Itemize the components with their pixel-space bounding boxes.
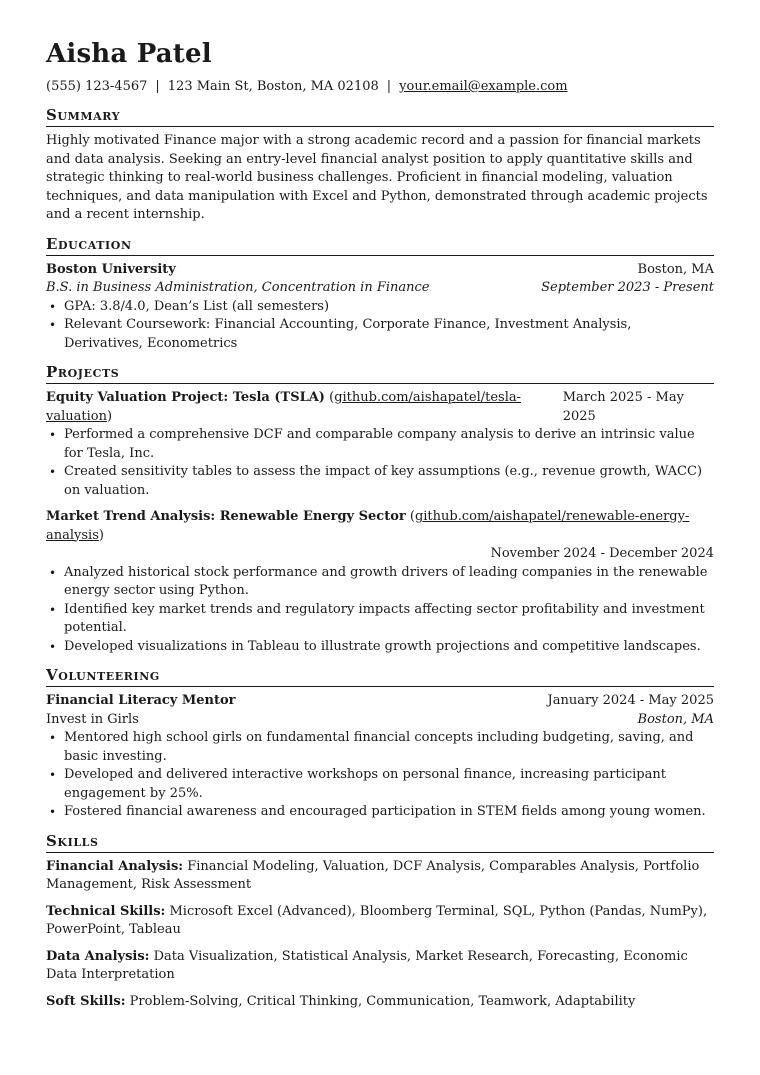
skill-line: [46, 948, 714, 985]
project-bullets: [46, 564, 714, 657]
skill-line: [46, 858, 714, 895]
volunteer-role: Financial Literacy Mentor: [46, 693, 236, 708]
project-entry: [46, 508, 714, 656]
project-link[interactable]: github.com/aishapatel/tesla-valuation: [46, 390, 522, 424]
volunteer-org: Invest in Girls: [46, 711, 139, 727]
project-name: Equity Valuation Project: Tesla (TSLA): [46, 390, 325, 405]
list-item: • Mentored high school girls on fundamental financial concepts including budgeting, saving, and basic investing.: [46, 729, 714, 766]
contact-separator: |: [386, 79, 392, 94]
project-dates: November 2024 - December 2024: [490, 546, 714, 561]
skill-text: Financial Modeling, Valuation, DCF Analysis, Comparables Analysis, Portfolio Management, Risk Assessment: [46, 858, 700, 892]
skill-label: Data Analysis:: [46, 948, 150, 964]
list-item: • Fostered financial awareness and encouraged participation in STEM fields among young women.: [46, 803, 714, 822]
address: 123 Main St, Boston, MA 02108: [167, 79, 379, 94]
project-header: Equity Valuation Project: Tesla (TSLA) (github.com/aishapatel/tesla-valuation) March 2025 - May 2025: [46, 389, 714, 426]
contact-separator: |: [155, 79, 160, 94]
list-item: • Developed visualizations in Tableau to illustrate growth projections and competitive landscapes.: [46, 638, 714, 657]
section-title-volunteering: Volunteering: [46, 666, 714, 687]
skill-text: Microsoft Excel (Advanced), Bloomberg Terminal, SQL, Python (Pandas, NumPy), PowerPoint, Tableau: [46, 903, 708, 937]
section-title-projects: Projects: [46, 363, 714, 384]
section-title-skills: Skills: [46, 832, 714, 853]
project-header: Market Trend Analysis: Renewable Energy Sector (github.com/aishapatel/renewable-energy-analysis): [46, 509, 690, 543]
project-dates-row: [46, 545, 714, 564]
skill-text: Data Visualization, Statistical Analysis, Market Research, Forecasting, Economic Data Interpretation: [46, 948, 688, 982]
volunteer-dates: January 2024 - May 2025: [547, 693, 714, 708]
section-title-education: Education: [46, 235, 714, 256]
summary-text: Highly motivated Finance major with a strong academic record and a passion for financial markets and data analysis. Seeking an entry-level financial analyst position to apply quantitative skills and strategic thinking to real-world business challenges. Proficient in financial modeling, valuation techniques, and data manipulation with Excel and Python, demonstrated through academic projects and a recent internship.: [46, 133, 708, 222]
skills-section: [46, 832, 714, 1012]
list-item: • GPA: 3.8/4.0, Dean’s List (all semesters): [46, 298, 714, 317]
school-location: Boston, MA: [637, 261, 714, 277]
project-entry: [46, 389, 714, 500]
projects-section: [46, 363, 714, 656]
education-entry: [46, 261, 714, 354]
list-item: • Created sensitivity tables to assess the impact of key assumptions (e.g., revenue growth, WACC) on valuation.: [46, 463, 714, 500]
skill-line: [46, 903, 714, 940]
project-dates: March 2025 - May 2025: [562, 390, 684, 424]
list-item: • Identified key market trends and regulatory impacts affecting sector profitability and investment potential.: [46, 601, 714, 638]
volunteering-entry: [46, 692, 714, 822]
education-dates: September 2023 - Present: [541, 280, 714, 295]
volunteering-section: [46, 666, 714, 822]
skill-line: [46, 993, 714, 1012]
phone-number: (555) 123-4567: [46, 79, 148, 94]
skill-label: Financial Analysis:: [46, 858, 184, 874]
summary-section: [46, 106, 714, 225]
skill-label: Soft Skills:: [46, 993, 126, 1009]
education-section: [46, 235, 714, 354]
email-link[interactable]: your.email@example.com: [399, 79, 568, 94]
contact-line: [46, 78, 714, 96]
list-item: • Relevant Coursework: Financial Accounting, Corporate Finance, Investment Analysis, Derivatives, Econometrics: [46, 316, 714, 353]
list-item: • Analyzed historical stock performance and growth drivers of leading companies in the renewable energy sector using Python.: [46, 564, 714, 601]
school-name: Boston University: [46, 261, 176, 277]
section-title-summary: Summary: [46, 106, 714, 127]
project-name: Market Trend Analysis: Renewable Energy Sector: [46, 509, 406, 524]
skill-text: Problem-Solving, Critical Thinking, Communication, Teamwork, Adaptability: [129, 993, 636, 1009]
candidate-name: Aisha Patel: [46, 39, 212, 69]
volunteer-location: Boston, MA: [637, 711, 714, 727]
list-item: • Performed a comprehensive DCF and comparable company analysis to derive an intrinsic value for Tesla, Inc.: [46, 426, 714, 463]
project-bullets: [46, 426, 714, 500]
degree: B.S. in Business Administration, Concentration in Finance: [46, 280, 430, 295]
project-link[interactable]: github.com/aishapatel/renewable-energy-analysis: [46, 509, 690, 543]
list-item: • Developed and delivered interactive workshops on personal finance, increasing participant engagement by 25%.: [46, 766, 714, 803]
education-bullets: [46, 298, 714, 354]
skill-label: Technical Skills:: [46, 903, 166, 919]
volunteer-bullets: [46, 729, 714, 822]
